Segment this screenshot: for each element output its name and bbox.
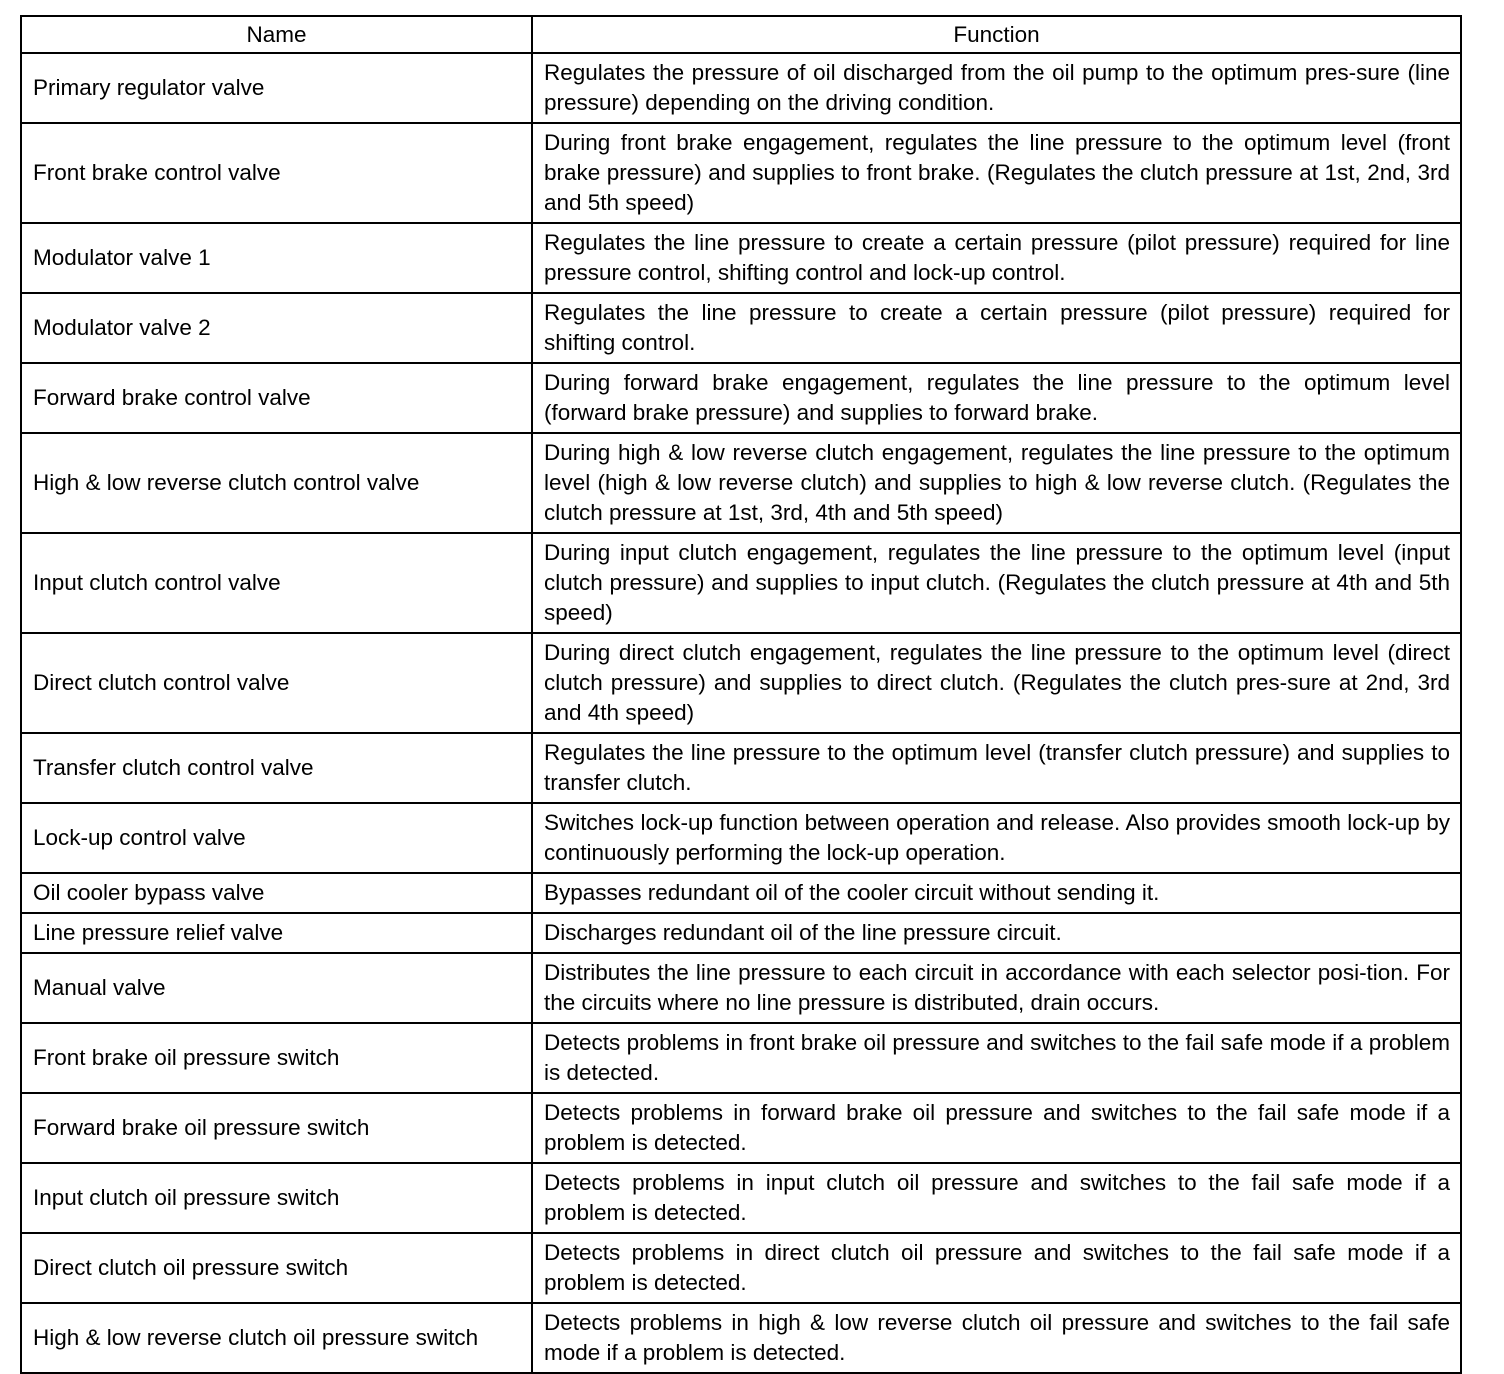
valve-function-cell: Detects problems in high & low reverse clutch oil pressure and switches to the fail safe mode if a problem is detected. xyxy=(532,1303,1461,1373)
valve-function-cell: During input clutch engagement, regulates the line pressure to the optimum level (input clutch pressure) and supplies to input clutch. (Regulates the clutch pressure at 4th and 5th speed) xyxy=(532,533,1461,633)
valve-name-cell: High & low reverse clutch oil pressure switch xyxy=(21,1303,532,1373)
table-row xyxy=(21,1233,1461,1303)
valve-function-cell: Regulates the line pressure to the optimum level (transfer clutch pressure) and supplies to transfer clutch. xyxy=(532,733,1461,803)
name-column-header: Name xyxy=(21,16,532,53)
valve-name-cell: Input clutch oil pressure switch xyxy=(21,1163,532,1233)
valve-name-cell: Front brake oil pressure switch xyxy=(21,1023,532,1093)
table-row xyxy=(21,913,1461,953)
valve-name-cell: Direct clutch control valve xyxy=(21,633,532,733)
valve-function-cell: During forward brake engagement, regulates the line pressure to the optimum level (forward brake pressure) and supplies to forward brake. xyxy=(532,363,1461,433)
valve-function-cell: During direct clutch engagement, regulates the line pressure to the optimum level (direct clutch pressure) and supplies to direct clutch. (Regulates the clutch pres-sure at 2nd, 3rd and 4th speed) xyxy=(532,633,1461,733)
valve-function-table xyxy=(20,15,1462,1374)
function-column-header: Function xyxy=(532,16,1461,53)
valve-name-cell: Manual valve xyxy=(21,953,532,1023)
valve-name-cell: Primary regulator valve xyxy=(21,53,532,123)
table-header-row xyxy=(21,16,1461,53)
valve-function-cell: Regulates the line pressure to create a certain pressure (pilot pressure) required for line pressure control, shifting control and lock-up control. xyxy=(532,223,1461,293)
table-row xyxy=(21,293,1461,363)
table-row xyxy=(21,363,1461,433)
valve-name-cell: Lock-up control valve xyxy=(21,803,532,873)
valve-function-cell: Detects problems in direct clutch oil pressure and switches to the fail safe mode if a problem is detected. xyxy=(532,1233,1461,1303)
valve-name-cell: Oil cooler bypass valve xyxy=(21,873,532,913)
table-row xyxy=(21,433,1461,533)
valve-function-cell: Regulates the pressure of oil discharged from the oil pump to the optimum pres-sure (line pressure) depending on the driving condition. xyxy=(532,53,1461,123)
valve-name-cell: Modulator valve 2 xyxy=(21,293,532,363)
valve-name-cell: High & low reverse clutch control valve xyxy=(21,433,532,533)
valve-name-cell: Direct clutch oil pressure switch xyxy=(21,1233,532,1303)
valve-name-cell: Modulator valve 1 xyxy=(21,223,532,293)
table-row xyxy=(21,123,1461,223)
valve-function-cell: Distributes the line pressure to each circuit in accordance with each selector posi-tion. For the circuits where no line pressure is distributed, drain occurs. xyxy=(532,953,1461,1023)
table-row xyxy=(21,1093,1461,1163)
valve-function-cell: Detects problems in input clutch oil pressure and switches to the fail safe mode if a problem is detected. xyxy=(532,1163,1461,1233)
valve-function-cell: Detects problems in front brake oil pressure and switches to the fail safe mode if a problem is detected. xyxy=(532,1023,1461,1093)
valve-name-cell: Forward brake oil pressure switch xyxy=(21,1093,532,1163)
valve-name-cell: Front brake control valve xyxy=(21,123,532,223)
valve-function-cell: During front brake engagement, regulates the line pressure to the optimum level (front brake pressure) and supplies to front brake. (Regulates the clutch pressure at 1st, 2nd, 3rd and 5th speed) xyxy=(532,123,1461,223)
valve-name-cell: Transfer clutch control valve xyxy=(21,733,532,803)
table-row xyxy=(21,733,1461,803)
table-row xyxy=(21,533,1461,633)
table-row xyxy=(21,803,1461,873)
valve-function-cell: Detects problems in forward brake oil pressure and switches to the fail safe mode if a problem is detected. xyxy=(532,1093,1461,1163)
table-row xyxy=(21,873,1461,913)
table-row xyxy=(21,1163,1461,1233)
table-row xyxy=(21,53,1461,123)
valve-function-cell: Regulates the line pressure to create a certain pressure (pilot pressure) required for shifting control. xyxy=(532,293,1461,363)
valve-name-cell: Line pressure relief valve xyxy=(21,913,532,953)
valve-function-cell: During high & low reverse clutch engagement, regulates the line pressure to the optimum level (high & low reverse clutch) and supplies to high & low reverse clutch. (Regulates the clutch pressure at 1st, 3rd, 4th and 5th speed) xyxy=(532,433,1461,533)
table-row xyxy=(21,1303,1461,1373)
valve-function-cell: Switches lock-up function between operation and release. Also provides smooth lock-up by continuously performing the lock-up operation. xyxy=(532,803,1461,873)
valve-name-cell: Forward brake control valve xyxy=(21,363,532,433)
valve-function-cell: Discharges redundant oil of the line pressure circuit. xyxy=(532,913,1461,953)
table-row xyxy=(21,953,1461,1023)
table-row xyxy=(21,223,1461,293)
table-row xyxy=(21,633,1461,733)
valve-name-cell: Input clutch control valve xyxy=(21,533,532,633)
table-row xyxy=(21,1023,1461,1093)
valve-function-cell: Bypasses redundant oil of the cooler circuit without sending it. xyxy=(532,873,1461,913)
